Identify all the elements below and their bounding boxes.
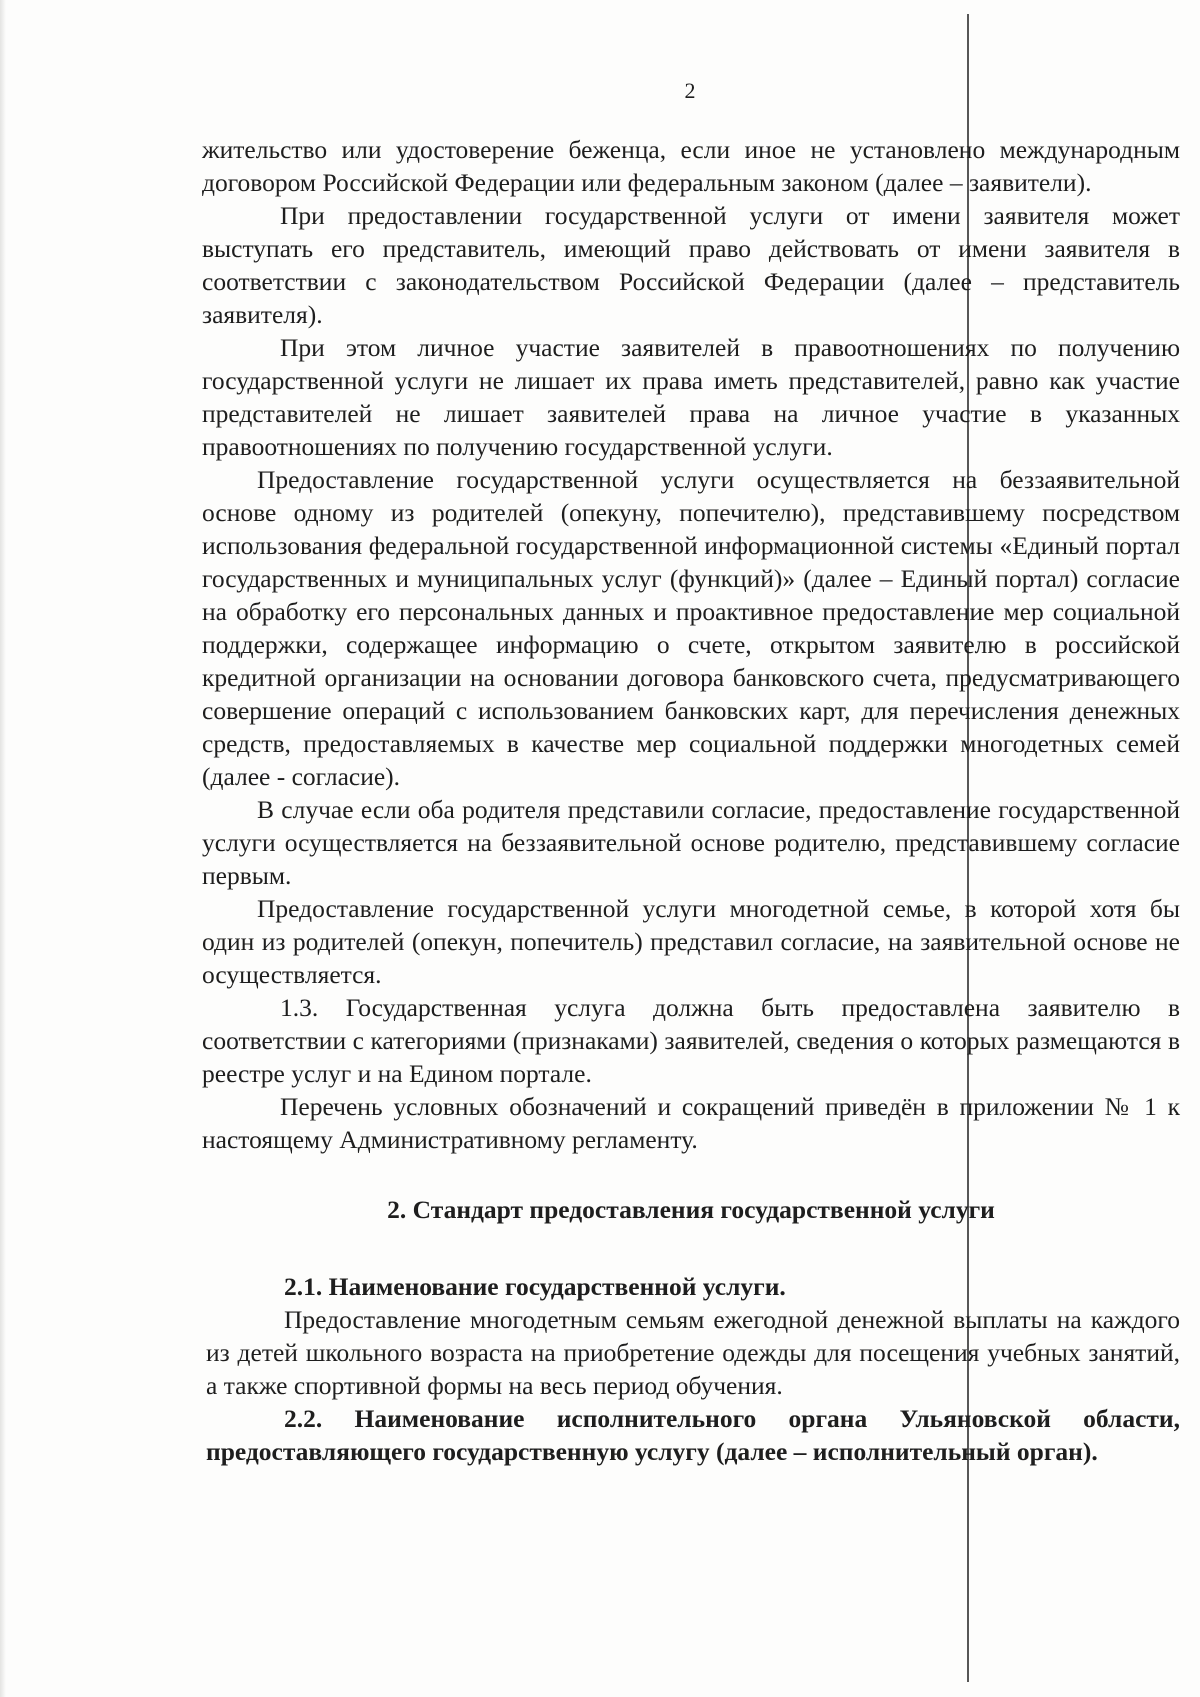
paragraph-continuation: жительство или удостоверение беженца, если иное не установлено международным договором Российской Федерации или федеральным законом (далее – заявители). <box>202 135 1180 197</box>
subsection-2-2-title: 2.2. Наименование исполнительного органа Ульяновской области, предоставляющего государственную услугу (далее – исполнительный орган). <box>206 1404 1180 1466</box>
paragraph-personal-participation: При этом личное участие заявителей в правоотношениях по получению государственной услуги не лишает их права иметь представителей, равно как участие представителей не лишает заявителей права на личное участие в указанных правоотношениях по получению государственной услуги. <box>202 333 1180 461</box>
page-number: 2 <box>684 78 696 103</box>
subsection-2-1 <box>206 1270 1180 1468</box>
paragraph-abbreviations: Перечень условных обозначений и сокращений приведён в приложении № 1 к настоящему Административному регламенту. <box>202 1092 1180 1154</box>
document-body <box>202 133 1180 1468</box>
paragraph-both-parents: В случае если оба родителя представили согласие, предоставление государственной услуги осуществляется на беззаявительной основе родителю, представившему согласие первым. <box>202 795 1180 890</box>
paragraph-application-basis: Предоставление государственной услуги многодетной семье, в которой хотя бы один из родителей (опекун, попечитель) представил согласие, на заявительной основе не осуществляется. <box>202 894 1180 989</box>
subsection-2-1-title: 2.1. Наименование государственной услуги. <box>284 1272 786 1301</box>
scan-edge-shadow <box>0 0 6 1697</box>
paragraph-proactive-provision: Предоставление государственной услуги осуществляется на беззаявительной основе одному из родителей (опекуну, попечителю), представившему посредством использования федеральной государственной информационной системы «Единый портал государственных и муниципальных услуг (функций)» (далее – Единый портал) согласие на обработку его персональных данных и проактивное предоставление мер социальной поддержки, содержащее информацию о счете, открытом заявителю в российской кредитной организации на основании договора банковского счета, предусматривающего совершение операций с использованием банковских карт, для перечисления денежных средств, предоставляемых в качестве мер социальной поддержки многодетных семей (далее - согласие). <box>202 465 1180 791</box>
subsection-2-1-text: Предоставление многодетным семьям ежегодной денежной выплаты на каждого из детей школьного возраста на приобретение одежды для посещения учебных занятий, а также спортивной формы на весь период обучения. <box>206 1305 1180 1400</box>
paragraph-representative: При предоставлении государственной услуги от имени заявителя может выступать его представитель, имеющий право действовать от имени заявителя в соответствии с законодательством Российской Федерации (далее – представитель заявителя). <box>202 201 1180 329</box>
paragraph-1-3: 1.3. Государственная услуга должна быть предоставлена заявителю в соответствии с категориями (признаками) заявителей, сведения о которых размещаются в реестре услуг и на Едином портале. <box>202 993 1180 1088</box>
section-heading: 2. Стандарт предоставления государственной услуги <box>387 1195 995 1224</box>
